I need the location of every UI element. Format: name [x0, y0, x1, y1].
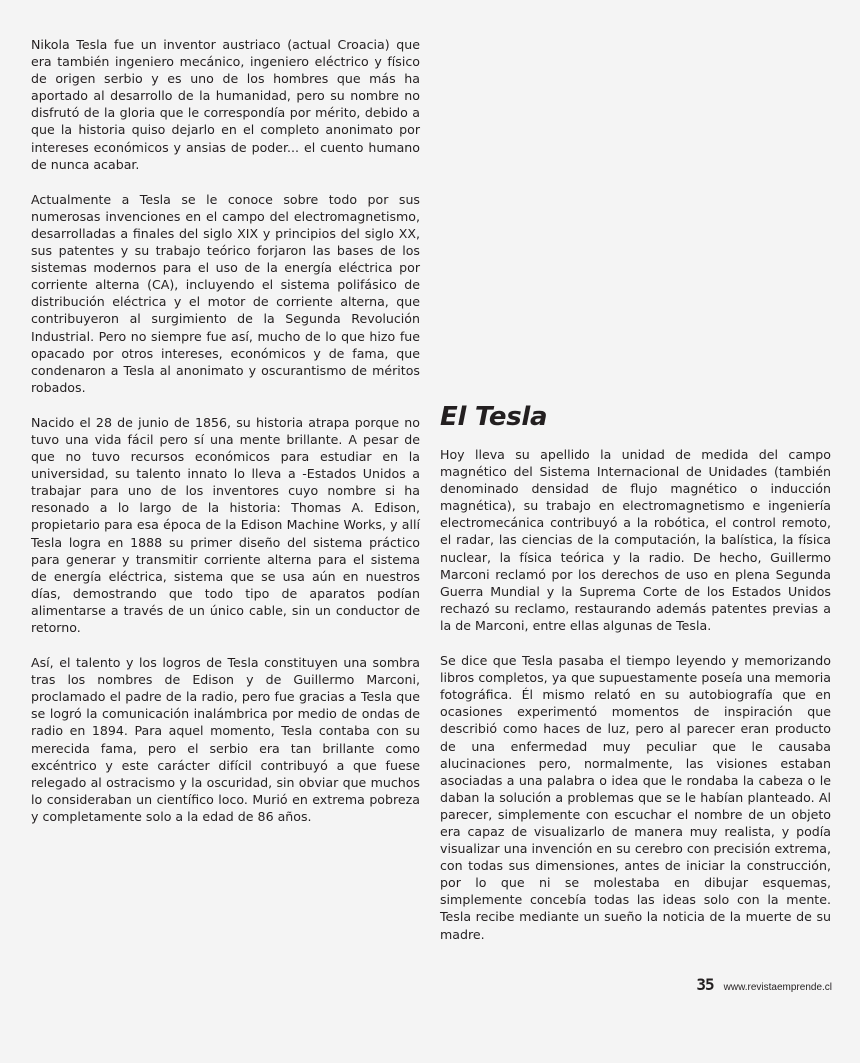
- body-paragraph: Nikola Tesla fue un inventor austriaco (actual Croacia) que era también ingeniero mecánico, ingeniero eléctrico y físico de origen serbio y es uno de los hombres que más ha aportado al desarrollo de la humanidad, pero su nombre no disfrutó de la gloria que le correspondía por mérito, debido a que la historia quiso dejarlo en el completo anonimato por intereses económicos y ansias de poder... el cuento humano de nunca acabar.: [31, 37, 420, 172]
- body-paragraph: Actualmente a Tesla se le conoce sobre todo por sus numerosas invenciones en el campo del electromagnetismo, desarrolladas a finales del siglo XIX y principios del siglo XX, sus patentes y su trabajo teórico forjaron las bases de los sistemas modernos para el uso de la energía eléctrica por corriente alterna (CA), incluyendo el sistema polifásico de distribución eléctrica y el motor de corriente alterna, que contribuyeron al surgimiento de la Segunda Revolución Industrial. Pero no siempre fue así, mucho de lo que hizo fue opacado por otros intereses, económicos y de fama, que condenaron a Tesla al anonimato y oscurantismo de méritos robados.: [31, 191, 420, 395]
- body-paragraph: Hoy lleva su apellido la unidad de medida del campo magnético del Sistema Internacional de Unidades (también denominado densidad de flujo magnético o inducción magnética), su trabajo en electromagnetismo e ingeniería electromecánica contribuyó a la robótica, el control remoto, el radar, las ciencias de la computación, la balística, la física nuclear, la física teórica y la radio. De hecho, Guillermo Marconi reclamó por los derechos de uso en plena Segunda Guerra Mundial y la Suprema Corte de los Estados Unidos rechazó su reclamo, restaurando además patentes previas a la de Marconi, entre ellas algunas de Tesla.: [440, 447, 831, 633]
- right-column: [440, 402, 831, 961]
- website-url: www.revistaemprende.cl: [723, 982, 832, 993]
- left-column: [31, 36, 420, 843]
- page-number: 35: [696, 975, 714, 994]
- section-heading: El Tesla: [440, 402, 548, 432]
- page-footer: [696, 975, 832, 994]
- body-paragraph: Se dice que Tesla pasaba el tiempo leyendo y memorizando libros completos, ya que supuestamente poseía una memoria fotográfica. Él mismo relató en su autobiografía que en ocasiones experimentó momentos de inspiración que describió como haces de luz, pero al parecer eran producto de una enfermedad muy peculiar que le causaba alucinaciones pero, normalmente, las visiones estaban asociadas a una palabra o idea que le rondaba la cabeza o le daban la solución a problemas que se le habían planteado. Al parecer, simplemente con escuchar el nombre de un objeto era capaz de visualizarlo de manera muy realista, y podía visualizar una invención en su cerebro con precisión extrema, con todas sus dimensiones, antes de iniciar la construcción, por lo que ni se molestaba en dibujar esquemas, simplemente concebía todas las ideas solo con la mente. Tesla recibe mediante un sueño la noticia de la muerte de su madre.: [440, 653, 831, 942]
- body-paragraph: Nacido el 28 de junio de 1856, su historia atrapa porque no tuvo una vida fácil pero sí una mente brillante. A pesar de que no tuvo recursos económicos para estudiar en la universidad, su talento innato lo lleva a -Estados Unidos a trabajar para uno de los inventores cuyo nombre si ha resonado a lo largo de la historia: Thomas A. Edison, propietario para esa época de la Edison Machine Works, y allí Tesla logra en 1888 su primer diseño del sistema práctico para generar y transmitir corriente alterna para el sistema de energía eléctrica, sistema que se usa aún en nuestros días, demostrando que todo tipo de aparatos podían alimentarse a través de un único cable, sin un conductor de retorno.: [31, 414, 420, 635]
- body-paragraph: Así, el talento y los logros de Tesla constituyen una sombra tras los nombres de Edison y de Guillermo Marconi, proclamado el padre de la radio, pero fue gracias a Tesla que se logró la comunicación inalámbrica por medio de ondas de radio en 1894. Para aquel momento, Tesla contaba con su merecida fama, pero el serbio era tan brillante como excéntrico y este carácter difícil contribuyó a que fuese relegado al ostracismo y la oscuridad, sin obviar que muchos lo consideraban un científico loco. Murió en extrema pobreza y completamente solo a la edad de 86 años.: [31, 655, 420, 824]
